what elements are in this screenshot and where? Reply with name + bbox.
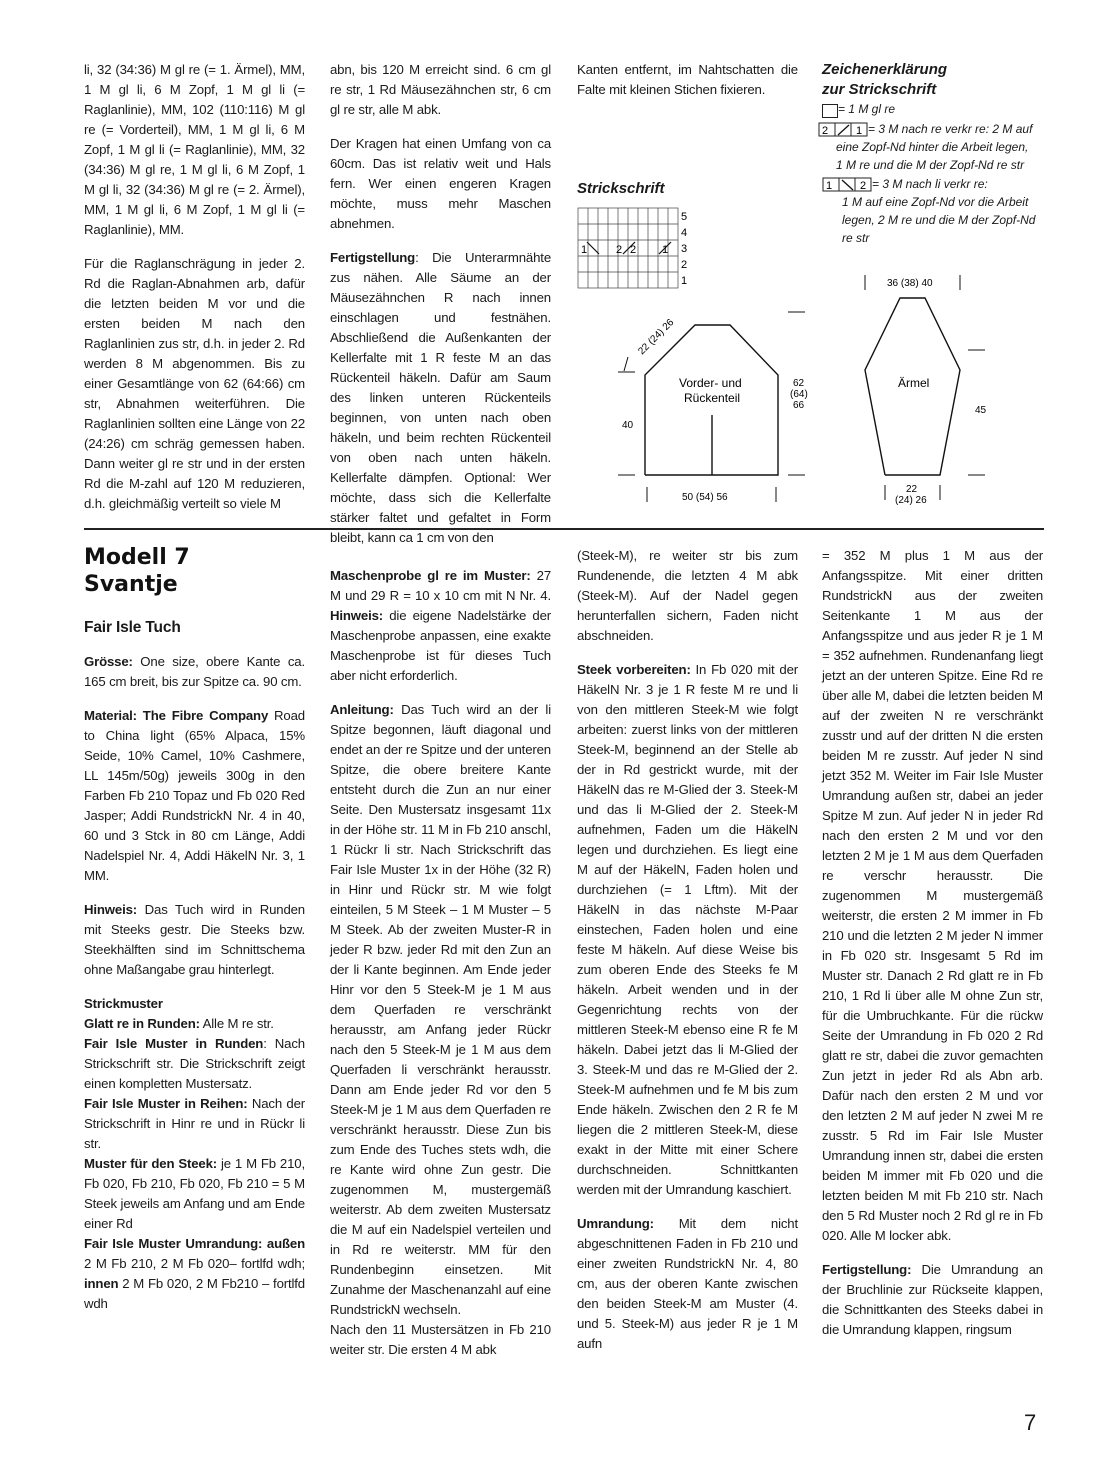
- paragraph: abn, bis 120 M erreicht sind. 6 cm gl re str, 1 Rd Mäusezähnchen str, 6 cm gl re str, alle M abk.: [330, 62, 551, 117]
- paragraph: Steek vorbereiten: In Fb 020 mit der HäkelN Nr. 3 je 1 R feste M re und li von den mittleren Steek-M wie folgt arbeiten: zuerst links von der mittleren Steek-M, beginnend an der Stelle ab der in Rd gestrickt wurde, mit der HäkelN das re M-Glied der 3. Steek-M und das li M-Glied der 2. Steek-M aufnehmen, Faden um die HäkelN legen und durchziehen. Es liegt eine M auf der HäkelN, Faden holen und durchziehen (= 1 Lftm). Mit der HäkelN in das nächste M-Paar einstechen, Faden holen und eine feste M häkeln. Auf diese Weise bis zum oberen Ende des Steeks fe M häkeln. Arbeit wenden und in der Gegenrichtung rechts von der mittleren Steek-M ebenso eine R fe M häkeln. Dabei jetzt das li M-Glied der 3. Steek-M und das re M-Glied der 2. Steek-M aufnehmen und fe M bis zum Ende häkeln. Zwischen den 2 R fe M liegen die 2 mittleren Steek-M, diese exakt in der Mitte mit einer Schere durchschneiden. Schnittkanten werden mit der Umrandung kaschiert.: [577, 662, 798, 1197]
- legend-symbol-box: [822, 104, 838, 118]
- schema-measure: 36 (38) 40: [887, 278, 933, 289]
- schema-measure: (24) 26: [895, 495, 927, 506]
- schema-measure: 40: [622, 420, 634, 431]
- schema-measure: 22: [906, 484, 918, 495]
- legend-title: Zeichenerklärung zur Strickschrift: [822, 61, 948, 98]
- schema-measure: (64): [790, 389, 808, 400]
- paragraph: Fertigstellung: Die Unterarmnähte zus nähen. Alle Säume an der Mäusezähnchen R nach innen einschlagen und festnähen. Abschließend die Außenkanten der Kellerfalte mit 1 R feste M an das Rückenteil häkeln. Dafür am Saum des linken unteren Rückenteils beginnen, von unten nach oben häkeln, und beim rechten Rückenteil von oben nach unten häkeln. Kellerfalte dämpfen. Optional: Wer möchte, dass sich die Kellerfalte stärker faltet und gefaltet in Form bleibt, kann ca 1 cm von den: [330, 250, 551, 545]
- schema-label: Ärmel: [898, 376, 930, 390]
- paragraph: = 352 M plus 1 M aus der Anfangsspitze. Mit einer dritten RundstrickN aus der zweiten Seitenkante 1 M aus der Anfangsspitze und aus jeder R je 1 M = 352 aufnehmen. Rundenanfang liegt jetzt an der unteren Spitze. Eine Rd re über alle M, dabei die letzten beiden M auf der zweiten N re verschränkt zusstr und auf der dritten N die ersten beiden M re zusstr. Auf jeder N sind jetzt 352 M. Weiter im Fair Isle Muster Umrandung außen str, dabei an jeder Spitze M zun. Auf jeder N in jeder Rd nach den ersten 2 M und vor den letzten 2 M je 1 M aus dem Querfaden re verschr herausstr. Die zugenommen M mustergemäß weiterstr, die ersten 2 M immer in Fb 210 und die letzten 2 M jeder N immer in Fb 020 str. Insgesamt 5 Rd im Muster str. Danach 2 Rd glatt re in Fb 210, 1 Rd li über alle M ohne Zun str, für die Umbruchkante. Für die rückw Seite der Umrandung in Fb 020 2 Rd glatt re str, dabei die zuvor gemachten Zun jetzt in jeder Rd als Abn arb. Dafür nach den ersten 2 M und vor den letzten 2 M auf jeder N zwei M re zusstr. 5 Rd im Fair Isle Muster Umrandung innen str, dabei die ersten beiden M immer mit Fb 020 und die letzten beiden M mit Fb 210 str. Nach den 5 Rd Muster noch 2 Rd gl re in Fb 020. Alle M locker abk.: [822, 548, 1043, 1243]
- knitting-chart: [575, 205, 705, 295]
- chart-symbol: 2: [616, 244, 623, 256]
- svg-text:2: 2: [822, 125, 829, 137]
- paragraph: Fair Isle Muster in Runden: Nach Strickschrift str. Die Strickschrift zeigt einen kompletten Mustersatz.: [84, 1036, 305, 1091]
- paragraph: li, 32 (34:36) M gl re (= 1. Ärmel), MM, 1 M gl li, 6 M Zopf, 1 M gl li (= Raglanlinie), MM, 102 (110:116) M gl re (= Vorderteil), MM, 1 M gl li, 6 M Zopf, 1 M gl li (= Raglanlinie), MM, 32 (34:36) M gl re, 1 M gl li, 6 M Zopf, 1 M gl li, 32 (34:36) M gl re (= 2. Ärmel), MM, 1 M gl li, 6 M Zopf, 1 M gl li (= Raglanlinie), MM.: [84, 62, 305, 237]
- paragraph: Anleitung: Das Tuch wird an der li Spitze begonnen, läuft diagonal und endet an der re Spitze und der unteren Spitze, die obere breitere Kante entsteht durch die Zun an nur einer Seite. Den Mustersatz insgesamt 11x in der Höhe str. 11 M in Fb 210 anschl, 1 Rückr li str. Nach Strickschrift das Fair Isle Muster 1x in der Höhe (32 R) in Hinr und Rückr str. M wie folgt einteilen, 5 M Steek – 1 M Muster – 5 M Steek. Ab der zweiten Muster-R in jeder R bzw. jeder Rd mit den Zun an der li Kante beginnen. Am Ende jeder Hinr vor den 5 Steek-M je 1 M aus dem Querfaden re verschränkt herausstr, am Anfang jeder Rückr nach den 5 Steek-M je 1 M aus dem Querfaden li verschränkt herausstr. Dann am Ende jeder Rd vor den 5 Steek-M je 1 M aus dem Querfaden re verschränkt herausstr. Diese Zun bis zum Ende des Tuches stets wdh, die re Kante wird ohne Zun gestr. Die zugenommen M, mustergemäß weiterstr. Ab dem zweiten Mustersatz die M auf ein Nadelspiel verteilen und in Rd re weiterstr. MM für den Rundenbeginn einsetzen. Mit Zunahme der Maschenanzahl auf eine RundstrickN wechseln.: [330, 702, 551, 1317]
- paragraph: (Steek-M), re weiter str bis zum Rundenende, die letzten 4 M abk (Steek-M). Auf der Nadel gegen herunterfallen sichern, Faden nicht abschneiden.: [577, 548, 798, 643]
- paragraph: Der Kragen hat einen Umfang von ca 60cm. Das ist relativ weit und Hals fern. Wer einen engeren Kragen möchte, muss mehr Maschen abnehmen.: [330, 136, 551, 231]
- schema-measure: 22 (24) 26: [636, 317, 677, 358]
- top-column-2: [330, 60, 551, 562]
- section-divider: [84, 528, 1044, 530]
- paragraph: Maschenprobe gl re im Muster: 27 M und 29 R = 10 x 10 cm mit N Nr. 4. Hinweis: die eigene Nadelstärke der Maschenprobe anpassen, eine exakte Maschenprobe ist für dieses Tuch aber nicht erforderlich.: [330, 568, 551, 683]
- model-title: Modell 7 Svantje: [84, 545, 190, 597]
- chart-row-label: 4: [681, 227, 688, 239]
- schema-measure: 50 (54) 56: [682, 492, 728, 503]
- svg-text:1: 1: [826, 180, 833, 192]
- schema-label: Rückenteil: [684, 391, 741, 405]
- schema-measure: 66: [793, 400, 805, 411]
- chart-symbol: 2: [630, 244, 637, 256]
- schema-measure: 62: [793, 378, 805, 389]
- paragraph: Nach den 11 Mustersätzen in Fb 210 weiter str. Die ersten 4 M abk: [330, 1322, 551, 1357]
- subtitle: Fair Isle Tuch: [84, 619, 181, 636]
- legend-entry-cable-right: = 3 M nach re verkr re: 2 M auf: [868, 122, 1033, 136]
- legend-cable-right-icon: [818, 122, 870, 138]
- paragraph: Muster für den Steek: je 1 M Fb 210, Fb 020, Fb 210, Fb 020, Fb 210 = 5 M Steek jeweils am Anfang und am Ende einer Rd: [84, 1156, 305, 1231]
- svg-text:2: 2: [860, 180, 867, 192]
- legend-entry-cable-right-desc: eine Zopf-Nd hinter die Arbeit legen, 1 M re und die M der Zopf-Nd re str: [836, 140, 1029, 172]
- section-heading: Strickmuster: [84, 996, 163, 1011]
- legend-entry-cable-left-desc: 1 M auf eine Zopf-Nd vor die Arbeit legen, 2 M re und die M der Zopf-Nd re str: [842, 195, 1036, 245]
- paragraph: Fair Isle Muster Umrandung: außen 2 M Fb 210, 2 M Fb 020– fortlfd wdh; innen 2 M Fb 020, 2 M Fb210 – fortlfd wdh: [84, 1236, 305, 1311]
- paragraph: Fair Isle Muster in Reihen: Nach der Strickschrift in Hinr re und in Rückr li str.: [84, 1096, 305, 1151]
- top-column-1: [84, 60, 305, 528]
- paragraph: Grösse: One size, obere Kante ca. 165 cm breit, bis zur Spitze ca. 90 cm.: [84, 654, 305, 689]
- paragraph: Glatt re in Runden: Alle M re str.: [84, 1016, 274, 1031]
- page-number: 7: [1024, 1410, 1037, 1435]
- chart-row-label: 3: [681, 243, 688, 255]
- paragraph: Kanten entfernt, im Nahtschatten die Falte mit kleinen Stichen fixieren.: [577, 62, 798, 97]
- paragraph: Umrandung: Mit dem nicht abgeschnittenen Faden in Fb 210 und einer zweiten RundstrickN Nr. 4, 80 cm, aus der oberen Kante zwischen den beiden Steek-M am Muster (4. und 5. Steek-M) aus jeder R je 1 M aufn: [577, 1216, 798, 1351]
- model-column-2: [330, 566, 551, 1374]
- paragraph: Hinweis: Das Tuch wird in Runden mit Steeks gestr. Die Steeks bzw. Steekhälften sind im Schnittschema ohne Maßangabe grau hinterlegt.: [84, 902, 305, 977]
- paragraph: Fertigstellung: Die Umrandung an der Bruchlinie zur Rückseite klappen, die Schnittkanten des Steeks dabei in die Umrandung klappen, ringsum: [822, 1262, 1043, 1337]
- legend-entry-cable-left: = 3 M nach li verkr re:: [872, 177, 988, 191]
- paragraph: Material: The Fibre Company Road to China light (65% Alpaca, 15% Seide, 10% Camel, 10% Cashmere, LL 145m/50g) jeweils 300g in den Farben Fb 210 Topaz und Fb 020 Red Jasper; Addi RundstrickN Nr. 4 in 40, 60 und 3 Stck in 80 cm Länge, Addi Nadelspiel Nr. 4, Addi HäkelN Nr. 3, 1 MM.: [84, 708, 305, 883]
- top-column-3: [577, 60, 798, 114]
- bold-heading: Fertigstellung: [330, 250, 416, 265]
- chart-symbol: 1: [662, 244, 669, 256]
- model-column-3: [577, 546, 798, 1368]
- legend-cable-left-icon: [822, 177, 874, 193]
- schema-measure: 45: [975, 405, 987, 416]
- legend-entry-plain: = 1 M gl re: [838, 102, 896, 116]
- schema-label: Vorder- und: [679, 376, 742, 390]
- body-schematic: [600, 295, 820, 515]
- chart-row-label: 1: [681, 275, 688, 287]
- chart-row-label: 2: [681, 259, 688, 271]
- svg-text:1: 1: [856, 125, 863, 137]
- sleeve-schematic: [840, 270, 1040, 515]
- model-column-1: [84, 618, 305, 1314]
- chart-title: Strickschrift: [577, 180, 665, 197]
- paragraph: Für die Raglanschrägung in jeder 2. Rd die Raglan-Abnahmen arb, dafür die letzten beiden M vor und die ersten beiden M nach den Raglanlinien zus str, d.h. in jeder 2. Rd werden 8 M abgenommen. Bis zu einer Gesamtlänge von 62 (64:66) cm str, Abnahmen weiterführen. Die Raglanlinien sollten eine Länge von 22 (24:26) cm schräg gemessen haben. Dann weiter gl re str und in der ersten Rd die M-zahl auf 120 M reduzieren, d.h. gleichmäßig verteilt so viele M: [84, 256, 305, 511]
- chart-row-label: 5: [681, 211, 688, 223]
- chart-symbol: 1: [581, 244, 588, 256]
- model-column-4: [822, 546, 1043, 1354]
